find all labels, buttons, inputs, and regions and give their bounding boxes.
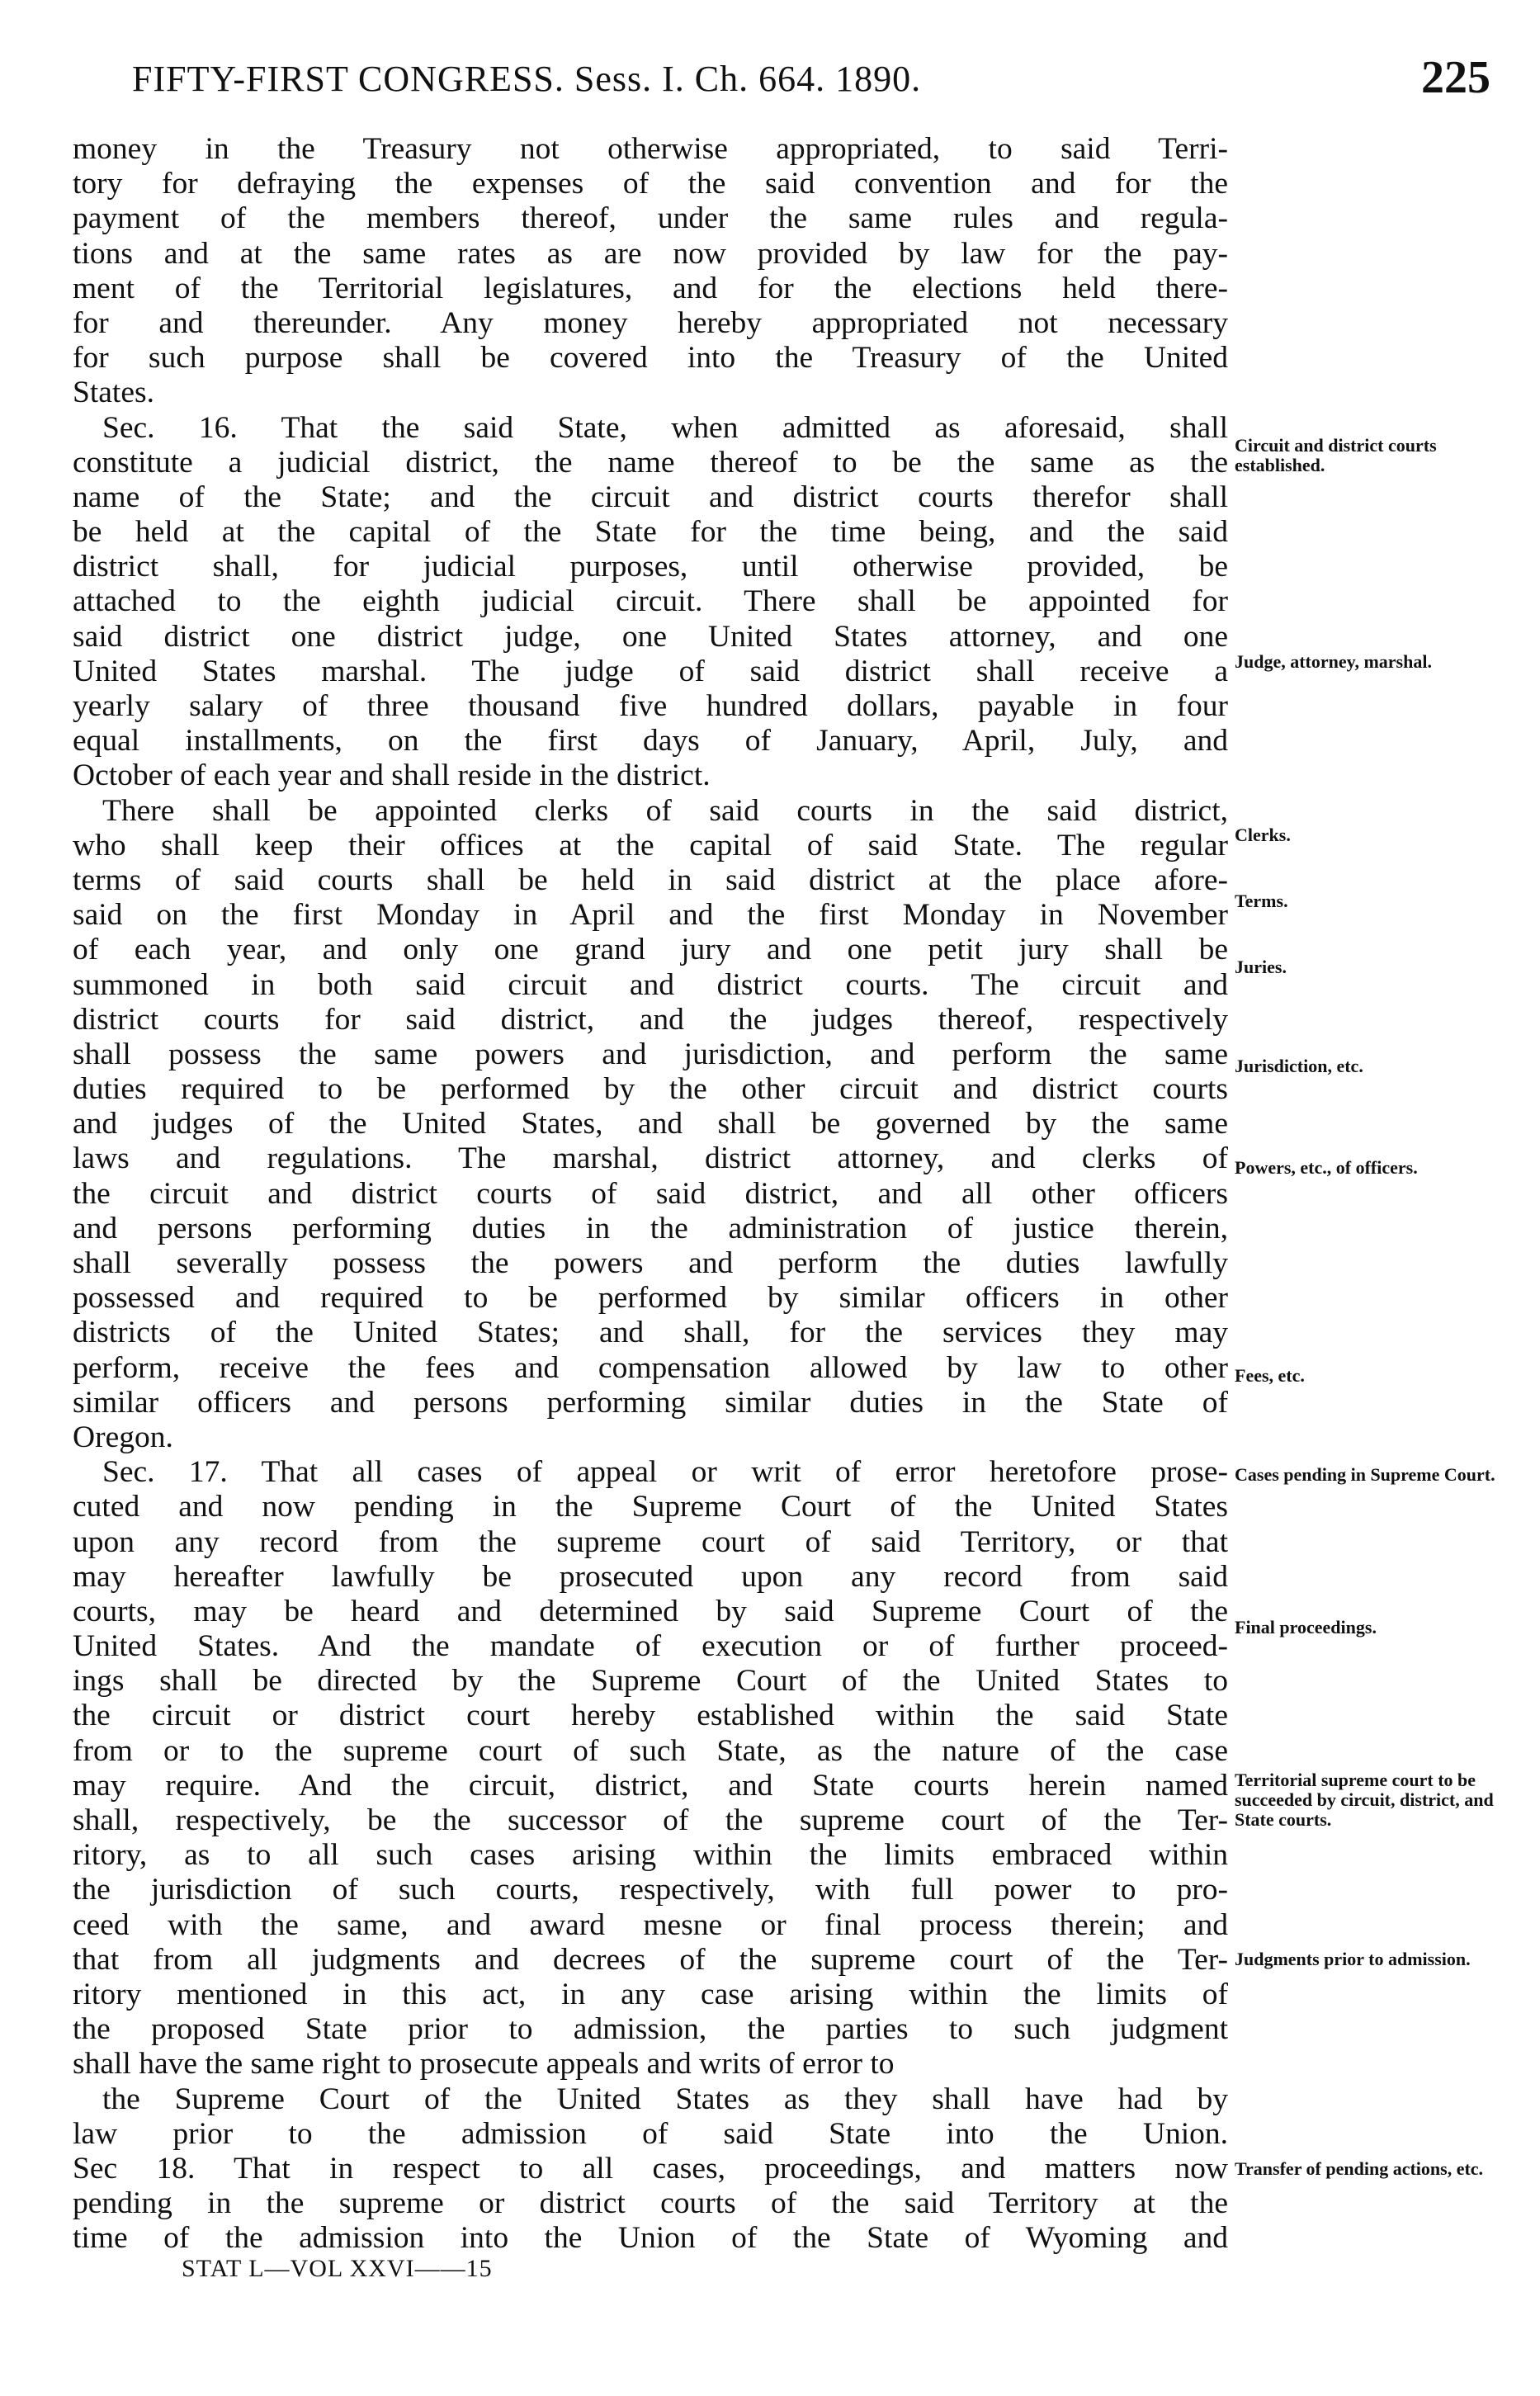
text-line: similar officers and persons performing similar duties in the State of <box>73 1385 1228 1420</box>
margin-note: Terms. <box>1235 891 1288 911</box>
margin-note: Fees, etc. <box>1235 1365 1305 1386</box>
margin-note: Powers, etc., of officers. <box>1235 1157 1418 1178</box>
text-line: There shall be appointed clerks of said courts in the said district, <box>102 793 1228 828</box>
text-line: summoned in both said circuit and district courts. The circuit and <box>73 967 1228 1002</box>
text-line: said on the first Monday in April and the first Monday in November <box>73 898 1228 933</box>
margin-note: Circuit and district courts established. <box>1235 435 1437 475</box>
text-line: the jurisdiction of such courts, respectively, with full power to pro- <box>73 1873 1228 1907</box>
text-line: that from all judgments and decrees of the supreme court of the Ter- <box>73 1942 1228 1977</box>
text-line: Sec. 17. That all cases of appeal or writ of error heretofore prose- <box>102 1455 1228 1490</box>
text-line: the Supreme Court of the United States as they shall have had by <box>102 2082 1228 2116</box>
text-line: tory for defraying the expenses of the said convention and for the <box>73 167 1228 201</box>
text-line: ceed with the same, and award mesne or final process therein; and <box>73 1907 1228 1942</box>
text-line: tions and at the same rates as are now provided by law for the pay- <box>73 236 1228 271</box>
text-line: perform, receive the fees and compensation allowed by law to other <box>73 1350 1228 1385</box>
text-line: constitute a judicial district, the name thereof to be the same as the <box>73 445 1228 480</box>
text-line: shall possess the same powers and jurisdiction, and perform the same <box>73 1037 1228 1071</box>
margin-note: Clerks. <box>1235 825 1291 845</box>
margin-note: Territorial supreme court to be succeeded by circuit, district, and State courts. <box>1235 1770 1494 1830</box>
text-line: October of each year and shall reside in the district. <box>73 758 711 793</box>
margin-note: Juries. <box>1235 957 1287 977</box>
margin-note: Jurisdiction, etc. <box>1235 1056 1363 1076</box>
footer-signature: STAT L—VOL XXVI——15 <box>182 2255 493 2282</box>
text-line: equal installments, on the first days of January, April, July, and <box>73 724 1228 758</box>
text-line: the proposed State prior to admission, the parties to such judgment <box>73 2012 1228 2047</box>
text-line: districts of the United States; and shall, for the services they may <box>73 1316 1228 1350</box>
text-line: name of the State; and the circuit and district courts therefor shall <box>73 480 1228 514</box>
text-line: shall have the same right to prosecute appeals and writs of error to <box>73 2047 895 2082</box>
text-line: time of the admission into the Union of the State of Wyoming and <box>73 2221 1228 2256</box>
text-line: shall severally possess the powers and perform the duties lawfully <box>73 1246 1228 1280</box>
text-line: United States. And the mandate of execution or of further proceed- <box>73 1629 1228 1664</box>
text-line: pending in the supreme or district courts of the said Territory at the <box>73 2186 1228 2221</box>
text-line: the circuit or district court hereby established within the said State <box>73 1699 1228 1733</box>
text-line: from or to the supreme court of such State, as the nature of the case <box>73 1733 1228 1768</box>
text-line: said district one district judge, one United States attorney, and one <box>73 619 1228 654</box>
text-line: United States marshal. The judge of said district shall receive a <box>73 654 1228 688</box>
text-line: yearly salary of three thousand five hundred dollars, payable in four <box>73 689 1228 723</box>
margin-note: Judgments prior to admission. <box>1235 1949 1471 1969</box>
text-line: for and thereunder. Any money hereby appropriated not necessary <box>73 305 1228 340</box>
text-line: who shall keep their offices at the capital of said State. The regular <box>73 828 1228 862</box>
text-line: the circuit and district courts of said district, and all other officers <box>73 1176 1228 1211</box>
text-line: ritory mentioned in this act, in any case arising within the limits of <box>73 1977 1228 2011</box>
text-line: for such purpose shall be covered into the Treasury of the United <box>73 341 1228 376</box>
text-line: terms of said courts shall be held in said district at the place afore- <box>73 862 1228 897</box>
text-line: duties required to be performed by the other circuit and district courts <box>73 1072 1228 1107</box>
text-line: district shall, for judicial purposes, until otherwise provided, be <box>73 550 1228 584</box>
margin-note: Transfer of pending actions, etc. <box>1235 2158 1484 2179</box>
text-line: may hereafter lawfully be prosecuted upon any record from said <box>73 1559 1228 1594</box>
text-line: laws and regulations. The marshal, district attorney, and clerks of <box>73 1141 1228 1176</box>
text-line: be held at the capital of the State for the time being, and the said <box>73 515 1228 550</box>
page-number: 225 <box>1421 52 1490 103</box>
text-line: States. <box>73 376 154 410</box>
text-line: Sec. 16. That the said State, when admitted as aforesaid, shall <box>102 410 1228 445</box>
running-header: FIFTY-FIRST CONGRESS. Sess. I. Ch. 664. 1890. <box>132 59 922 99</box>
text-line: ritory, as to all such cases arising within the limits embraced within <box>73 1838 1228 1873</box>
text-line: courts, may be heard and determined by said Supreme Court of the <box>73 1594 1228 1628</box>
text-line: and judges of the United States, and shall be governed by the same <box>73 1107 1228 1141</box>
text-line: attached to the eighth judicial circuit. There shall be appointed for <box>73 584 1228 619</box>
text-line: shall, respectively, be the successor of the supreme court of the Ter- <box>73 1803 1228 1837</box>
text-line: money in the Treasury not otherwise appropriated, to said Terri- <box>73 132 1228 166</box>
text-line: law prior to the admission of said State into the Union. <box>73 2116 1228 2151</box>
text-line: Oregon. <box>73 1420 173 1454</box>
text-line: and persons performing duties in the administration of justice therein, <box>73 1211 1228 1245</box>
text-line: payment of the members thereof, under the same rules and regula- <box>73 201 1228 236</box>
text-line: ings shall be directed by the Supreme Court of the United States to <box>73 1664 1228 1699</box>
margin-note: Cases pending in Supreme Court. <box>1235 1464 1495 1485</box>
text-line: possessed and required to be performed by similar officers in other <box>73 1281 1228 1316</box>
text-line: cuted and now pending in the Supreme Court of the United States <box>73 1490 1228 1524</box>
text-line: Sec 18. That in respect to all cases, proceedings, and matters now <box>73 2151 1228 2186</box>
text-line: may require. And the circuit, district, and State courts herein named <box>73 1768 1228 1803</box>
body-text <box>73 132 1228 2256</box>
margin-note: Final proceedings. <box>1235 1617 1377 1638</box>
margin-note: Judge, attorney, marshal. <box>1235 651 1432 672</box>
text-line: of each year, and only one grand jury and one petit jury shall be <box>73 933 1228 967</box>
text-line: district courts for said district, and the judges thereof, respectively <box>73 1002 1228 1037</box>
text-line: ment of the Territorial legislatures, and for the elections held there- <box>73 271 1228 305</box>
text-line: upon any record from the supreme court of said Territory, or that <box>73 1524 1228 1559</box>
